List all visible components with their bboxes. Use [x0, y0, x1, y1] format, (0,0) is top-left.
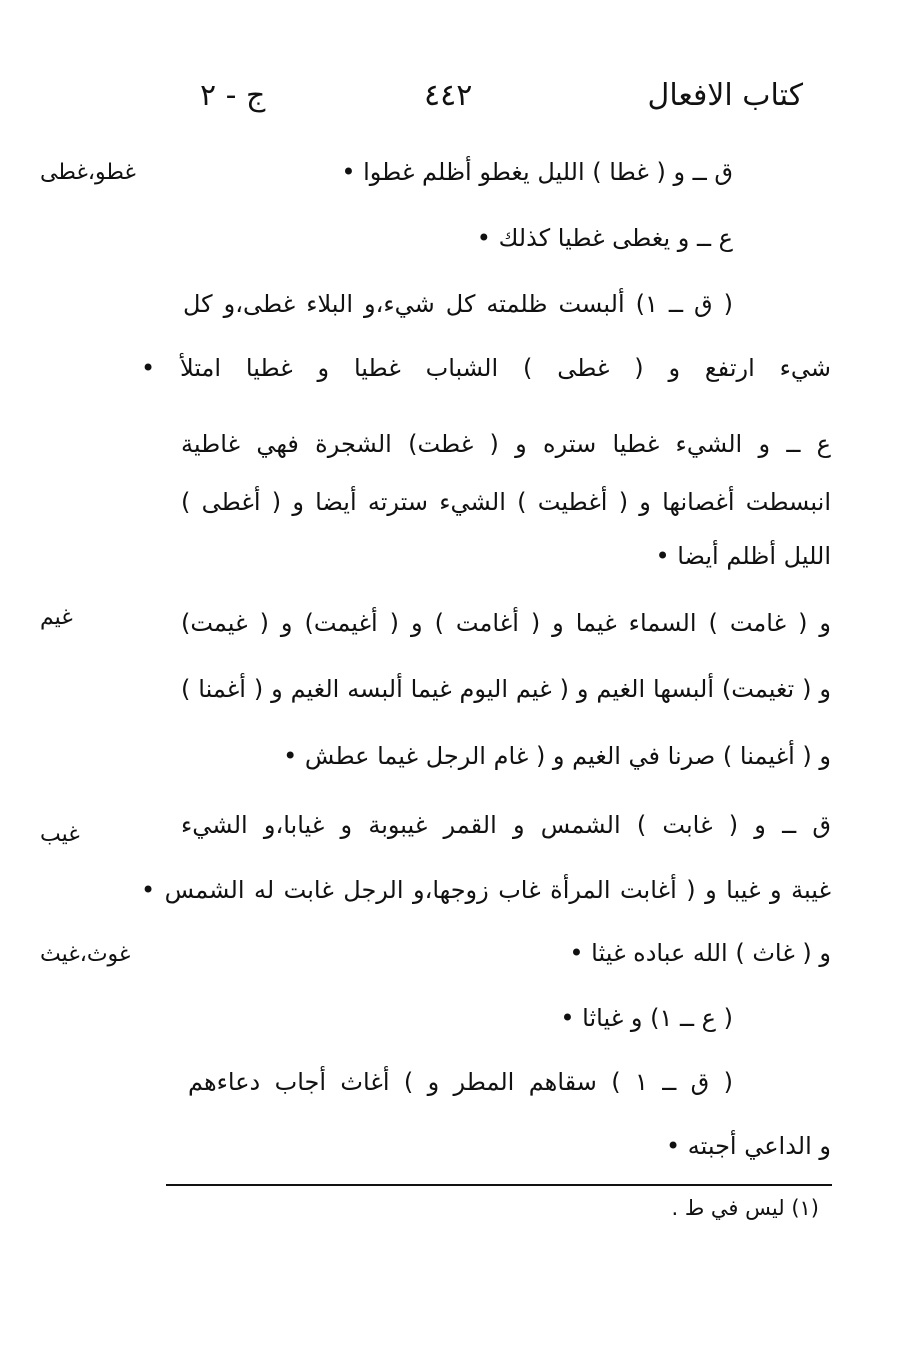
- footnote: (١) ليس في ط .: [671, 1196, 819, 1220]
- text-line: ( ع ــ ١) و غياثا •: [560, 1004, 733, 1032]
- text-line: الليل أظلم أيضا •: [655, 542, 831, 570]
- text-line: ( ق ــ ١) ألبست ظلمته كل شيء،و البلاء غطى،و كل: [183, 290, 734, 318]
- text-line: شيء ارتفع و ( غطى ) الشباب غطيا و غطيا امتلأ •: [141, 354, 831, 382]
- margin-word-ghatw: غطو،غطى: [40, 160, 136, 185]
- text-line: و ( غامت ) السماء غيما و ( أغامت ) و ( أغيمت) و ( غيمت): [181, 609, 831, 637]
- margin-word-ghaym: غيم: [40, 605, 73, 630]
- text-line: و ( أغيمنا ) صرنا في الغيم و ( غام الرجل غيما عطش •: [283, 742, 831, 770]
- book-title: كتاب الافعال: [647, 78, 803, 113]
- text-line: ق ــ و ( غطا ) الليل يغطو أظلم غطوا •: [341, 158, 733, 186]
- page-number: ٤٤٢: [424, 78, 473, 113]
- text-line: ع ــ و الشيء غطيا ستره و ( غطت) الشجرة فهي غاطية: [181, 430, 831, 458]
- footnote-divider: [166, 1184, 832, 1186]
- text-line: و ( تغيمت) ألبسها الغيم و ( غيم اليوم غيما ألبسه الغيم و ( أغمنا ): [181, 675, 831, 703]
- margin-word-ghayb: غيب: [40, 822, 80, 847]
- text-line: ع ــ و يغطى غطيا كذلك •: [476, 224, 733, 252]
- text-line: و ( غاث ) الله عباده غيثا •: [569, 939, 831, 967]
- text-line: انبسطت أغصانها و ( أغطيت ) الشيء سترته أيضا و ( أغطى ): [181, 488, 831, 516]
- text-line: ق ــ و ( غابت ) الشمس و القمر غيبوبة و غيابا،و الشيء: [181, 811, 831, 839]
- text-line: و الداعي أجبته •: [665, 1132, 831, 1160]
- margin-word-ghawth: غوث،غيث: [40, 942, 131, 967]
- text-line: غيبة و غيبا و ( أغابت المرأة غاب زوجها،و الرجل غابت له الشمس •: [141, 876, 831, 904]
- volume-number: ج - ٢: [200, 78, 266, 113]
- text-line: ( ق ــ ١ ) سقاهم المطر و ) أغاث أجاب دعاءهم: [188, 1068, 733, 1096]
